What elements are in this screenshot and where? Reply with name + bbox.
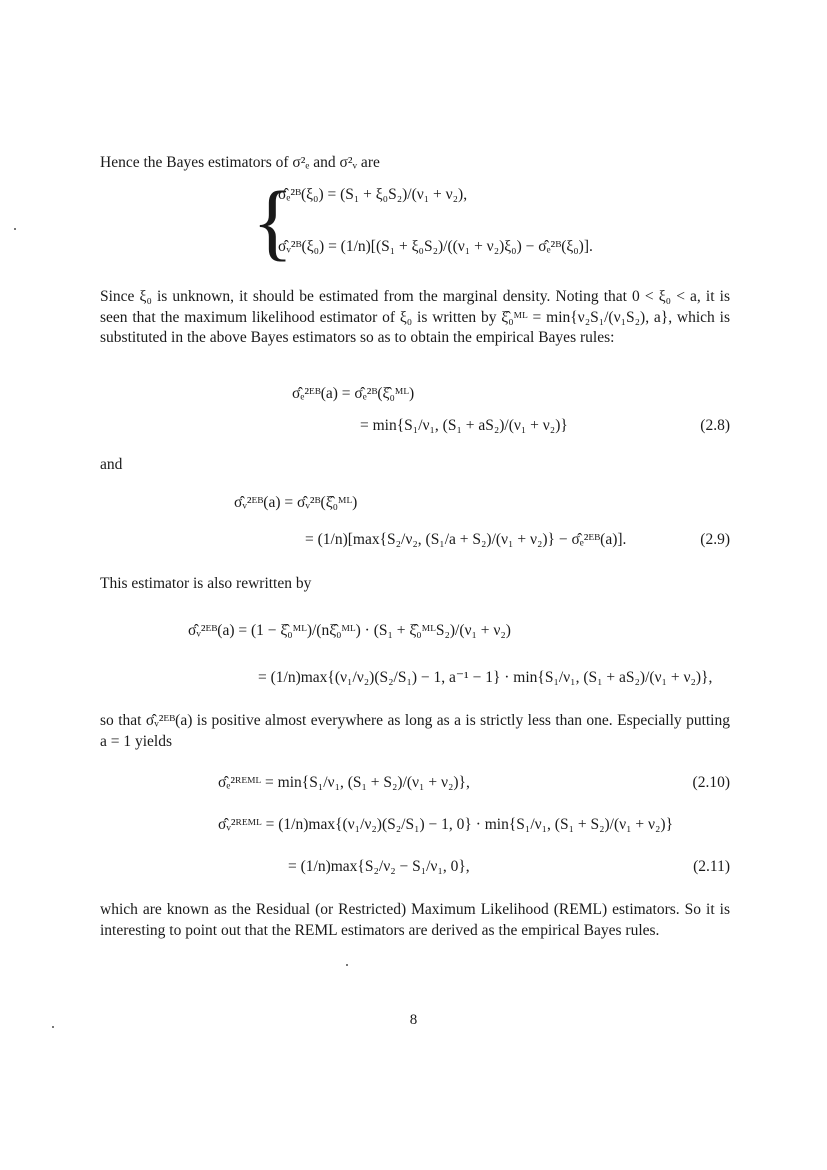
equation-bayes-v: σ̂ᵥ²ᴮ(ξ₀) = (1/n)[(S₁ + ξ₀S₂)/((ν₁ + ν₂)ξ₀) − σ̂ₑ²ᴮ(ξ₀)]. (278, 238, 593, 255)
equation-rewritten-line2: = (1/n)max{(ν₁/ν₂)(S₂/S₁) − 1, a⁻¹ − 1} · min{S₁/ν₁, (S₁ + aS₂)/(ν₁ + ν₂)}, (258, 669, 713, 686)
scan-speck (14, 228, 16, 230)
equation-rewritten-line1: σ̂ᵥ²ᴱᴮ(a) = (1 − ξ̂₀ᴹᴸ)/(nξ̂₀ᴹᴸ) · (S₁ + ξ̂₀ᴹᴸS₂)/(ν₁ + ν₂) (188, 622, 511, 639)
scan-speck (52, 1026, 54, 1028)
equation-number-2-9: (2.9) (700, 531, 730, 548)
equation-number-2-11: (2.11) (693, 858, 730, 875)
left-brace: { (252, 173, 294, 269)
equation-2-8-line1: σ̂ₑ²ᴱᴮ(a) = σ̂ₑ²ᴮ(ξ̂₀ᴹᴸ) (292, 385, 415, 402)
word-and: and (100, 456, 123, 473)
page-number: 8 (409, 1012, 418, 1028)
equation-reml-e: σ̂ₑ²ᴿᴱᴹᴸ = min{S₁/ν₁, (S₁ + S₂)/(ν₁ + ν₂)}, (218, 774, 470, 791)
paragraph-bayes-intro: Hence the Bayes estimators of σ²ₑ and σ²ᵥ are (100, 154, 380, 171)
scan-speck (346, 964, 348, 966)
equation-reml-v-line2: = (1/n)max{S₂/ν₂ − S₁/ν₁, 0}, (288, 858, 470, 875)
equation-number-2-8: (2.8) (700, 417, 730, 434)
equation-reml-v-line1: σ̂ᵥ²ᴿᴱᴹᴸ = (1/n)max{(ν₁/ν₂)(S₂/S₁) − 1, 0} · min{S₁/ν₁, (S₁ + S₂)/(ν₁ + ν₂)} (218, 816, 674, 833)
equation-number-2-10: (2.10) (692, 774, 730, 791)
paragraph-positive: so that σ̂ᵥ²ᴱᴮ(a) is positive almost everywhere as long as a is strictly less than one. Especially putting a = 1 yields (100, 712, 730, 750)
paragraph-rewritten: This estimator is also rewritten by (100, 575, 312, 592)
paragraph-reml: which are known as the Residual (or Restricted) Maximum Likelihood (REML) estimators. So it is interesting to point out that the REML estimators are derived as the empirical Bayes rules. (100, 901, 730, 939)
equation-bayes-e: σ̂ₑ²ᴮ(ξ₀) = (S₁ + ξ₀S₂)/(ν₁ + ν₂), (278, 186, 468, 203)
equation-2-8-line2: = min{S₁/ν₁, (S₁ + aS₂)/(ν₁ + ν₂)} (360, 417, 568, 434)
equation-2-9-line1: σ̂ᵥ²ᴱᴮ(a) = σ̂ᵥ²ᴮ(ξ̂₀ᴹᴸ) (234, 494, 358, 511)
paragraph-ml-estimator: Since ξ₀ is unknown, it should be estimated from the marginal density. Noting that 0 < ξ₀ < a, it is seen that the maximum likelihood estimator of ξ₀ is written by ξ̂₀ᴹᴸ = min{ν₂S₁/(ν₁S₂), a}, which is substituted in the above Bayes estimators so as to obtain the empirical Bayes rules: (100, 288, 730, 346)
equation-2-9-line2: = (1/n)[max{S₂/ν₂, (S₁/a + S₂)/(ν₁ + ν₂)} − σ̂ₑ²ᴱᴮ(a)]. (305, 531, 627, 548)
